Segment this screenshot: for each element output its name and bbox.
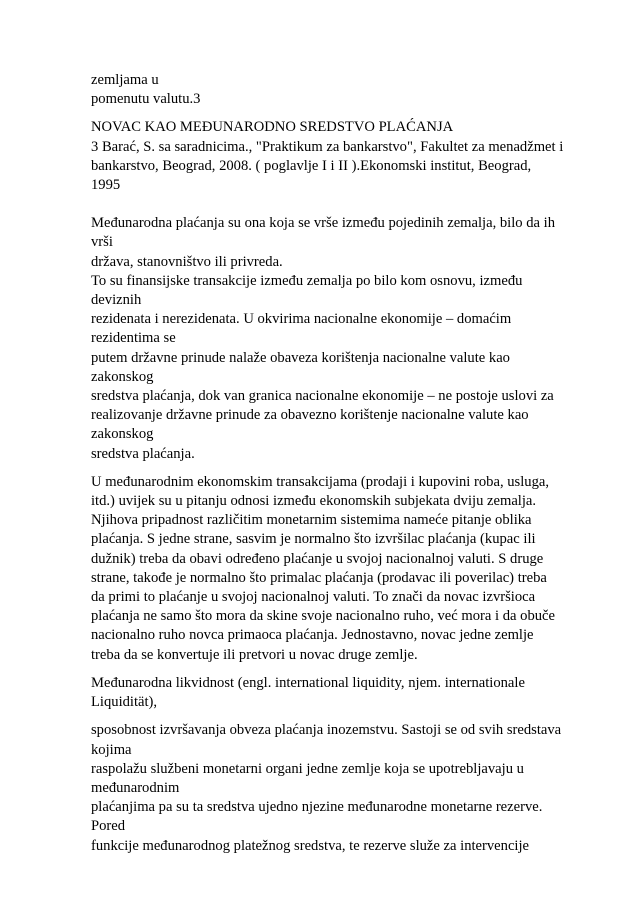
- text-line: Pored: [91, 818, 126, 835]
- paragraph: [91, 674, 611, 712]
- text-line: 3 Barać, S. sa saradnicima., "Praktikum za bankarstvo", Fakultet za menadžmet i: [91, 138, 564, 155]
- document-body: [91, 71, 611, 856]
- text-line: međunarodnim: [91, 779, 180, 796]
- text-line: raspolažu službeni monetarni organi jedne zemlje koja se upotrebljavaju u: [91, 760, 524, 777]
- text-line: rezidentima se: [91, 330, 176, 347]
- text-line: treba da se konvertuje ili pretvori u novac druge zemlje.: [91, 646, 418, 663]
- text-line: sredstva plaćanja.: [91, 445, 195, 462]
- text-line: kojima: [91, 741, 132, 758]
- text-line: zakonskog: [91, 368, 154, 385]
- paragraph-spacer: [91, 109, 611, 118]
- text-line: pomenutu valutu.3: [91, 91, 201, 108]
- text-line: 1995: [91, 177, 121, 194]
- text-line: strane, takođe je normalno što primalac plaćanja (prodavac ili poverilac) treba: [91, 569, 547, 586]
- text-line: vrši: [91, 234, 113, 251]
- text-line: Međunarodna plaćanja su ona koja se vrše između pojedinih zemalja, bilo da ih: [91, 215, 556, 232]
- text-line: Njihova pripadnost različitim monetarnim sistemima nameće pitanje oblika: [91, 512, 532, 529]
- paragraph-spacer: [91, 665, 611, 674]
- text-line: To su finansijske transakcije između zemalja po bilo kom osnovu, između: [91, 272, 523, 289]
- text-line: itd.) uvijek su u pitanju odnosi između ekonomskih subjekata dviju zemalja.: [91, 493, 537, 510]
- paragraph: [91, 118, 611, 195]
- text-line: sposobnost izvršavanja obveza plaćanja inozemstvu. Sastoji se od svih sredstava: [91, 722, 562, 739]
- text-line: funkcije međunarodnog platežnog sredstva, te rezerve služe za intervencije: [91, 837, 530, 854]
- text-line: realizovanje državne prinude za obavezno korištenje nacionalne valute kao: [91, 407, 529, 424]
- text-line: zemljama u: [91, 72, 159, 88]
- paragraph: [91, 721, 611, 855]
- paragraph-spacer: [91, 464, 611, 473]
- text-line: U međunarodnim ekonomskim transakcijama (prodaji i kupovini roba, usluga,: [91, 473, 549, 490]
- text-line: plaćanjima pa su ta sredstva ujedno njezine međunarodne monetarne rezerve.: [91, 799, 543, 816]
- paragraph: [91, 473, 611, 665]
- paragraph-spacer: [91, 712, 611, 721]
- text-line: rezidenata i nerezidenata. U okvirima nacionalne ekonomije – domaćim: [91, 311, 512, 328]
- text-line: sredstva plaćanja, dok van granica nacionalne ekonomije – ne postoje uslovi za: [91, 388, 554, 405]
- paragraph: [91, 214, 611, 464]
- text-line: nacionalno ruho novca primaoca plaćanja. Jednostavno, novac jedne zemlje: [91, 627, 534, 644]
- text-line: Međunarodna likvidnost (engl. international liquidity, njem. internationale: [91, 674, 525, 691]
- text-line: da primi to plaćanje u svojoj nacionalnoj valuti. To znači da novac izvršioca: [91, 589, 536, 606]
- text-line: deviznih: [91, 292, 142, 309]
- text-line: Liquidität),: [91, 694, 158, 711]
- text-line: država, stanovništvo ili privreda.: [91, 253, 283, 270]
- text-line: putem državne prinude nalaže obaveza korištenja nacionalne valute kao: [91, 349, 510, 366]
- text-line: plaćanja ne samo što mora da skine svoje nacionalno ruho, već mora i da obuče: [91, 608, 556, 625]
- paragraph-spacer: [91, 195, 611, 214]
- paragraph: [91, 71, 611, 109]
- text-line: plaćanja. S jedne strane, sasvim je normalno što izvršilac plaćanja (kupac ili: [91, 531, 536, 548]
- text-line: NOVAC KAO MEĐUNARODNO SREDSTVO PLAĆANJA: [91, 119, 454, 136]
- text-line: dužnik) treba da obavi određeno plaćanje u svojoj nacionalnoj valuti. S druge: [91, 550, 544, 567]
- text-line: bankarstvo, Beograd, 2008. ( poglavlje I i II ).Ekonomski institut, Beograd,: [91, 157, 532, 174]
- text-line: zakonskog: [91, 426, 154, 443]
